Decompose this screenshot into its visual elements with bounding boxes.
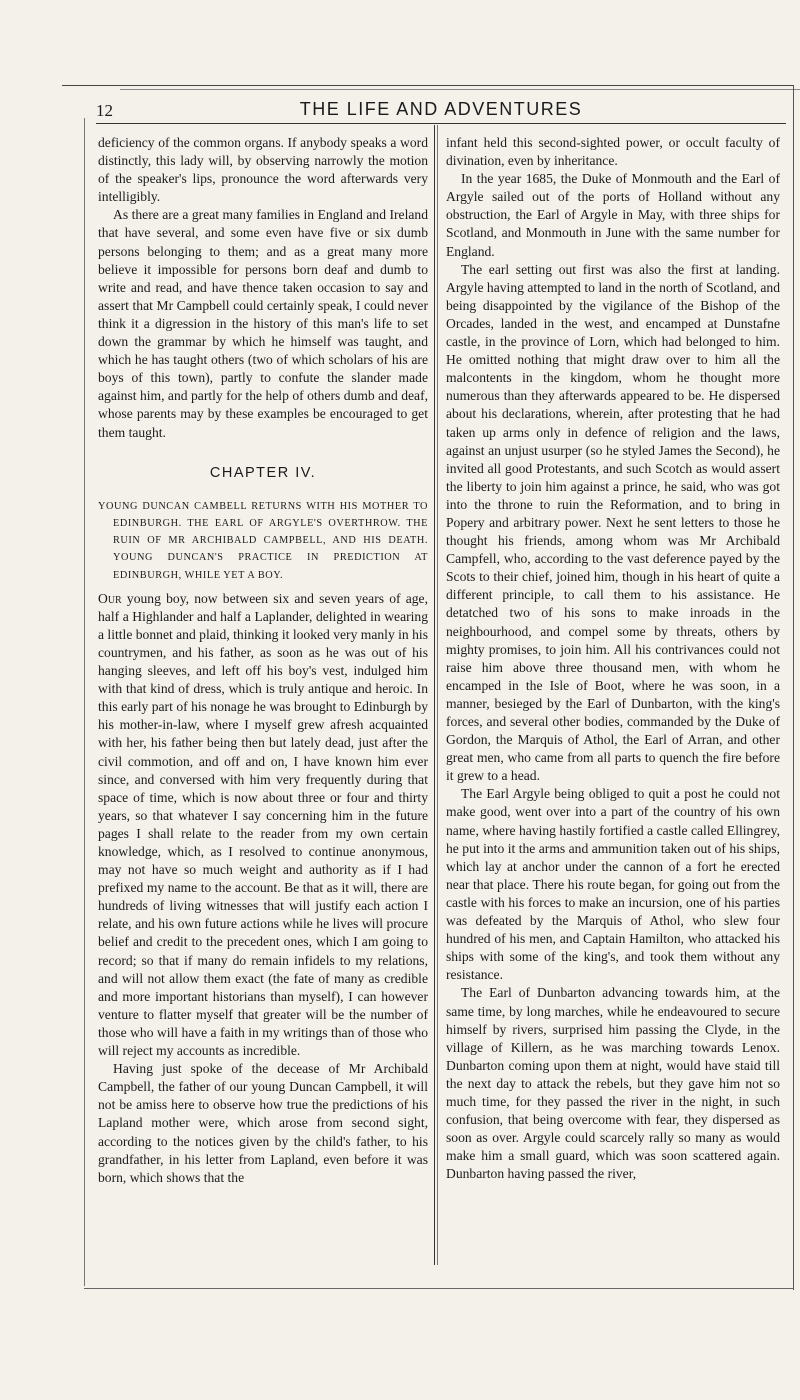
right-column bbox=[446, 134, 780, 1183]
column-divider-secondary bbox=[437, 125, 438, 1265]
running-head bbox=[96, 97, 786, 124]
chapter-heading: CHAPTER IV. bbox=[209, 464, 317, 481]
paragraph: The earl setting out first was also the first at landing. Argyle having attempted to land in the north of Scotland, and being disappointed by the vigilance of the Bishop of the Orcades, landed in the west, and encamped at Dunstafne castle, in the province of Lorn, which had belonged to him. He omitted nothing that might draw over to him all the malcontents in the kingdom, whom he thought more numerous than they afterwards appeared to be. He dispersed about his declarations, wherein, after protesting that he had taken up arms only in defence of religion and the laws, against an unjust usurper (so he styled James the Second), he invited all good Protestants, and such Scotch as would assert the liberty to join him against a prince, he said, who was got into the throne to ruin the Reformation, and to bring in Popery and arbitrary power. Next he sent letters to those he thought his friends, among whom was Mr Archibald Campfell, who, according to the vast deference payed by the Scots to their chief, joined him, though in his heart of quite a different principle, to call them to his assistance. He detatched two of his sons to make inroads in the neighbourhood, and compel some by threats, others by mighty promises, to join him. All his contrivances could not raise him above three thousand men, with whom he encamped in the Isle of Boot, where he was soon, in a manner, besieged by the Earl of Dunbarton, with the king's forces, and several other bodies, commanded by the Duke of Gordon, the Marquis of Athol, the Earl of Arran, and other great men, who came from all parts to quench the fire before it grew to a head. bbox=[446, 261, 780, 784]
top-rule bbox=[62, 85, 794, 86]
frame-right-edge bbox=[793, 85, 794, 1290]
paragraph-continued: infant held this second-sighted power, or occult faculty of divination, even by inheritance. bbox=[446, 135, 780, 169]
paragraph: The Earl of Dunbarton advancing towards him, at the same time, by long marches, while he endeavoured to secure himself by rivers, surprised him passing the Clyde, in the village of Killern, as he was marching towards Lenox. Dunbarton coming upon them at night, would have staid till the next day to attack the rebels, but they gave him not so much time, for they passed the river in the night, in such confusion, that being overcome with fear, they dispersed as soon as over. Argyle could scarcely rally so many as would make him a small guard, which was soon scattered again. Dunbarton having passed the river, bbox=[446, 985, 780, 1182]
paragraph: As there are a great many families in England and Ireland that have several, and some even have five or six dumb persons belonging to them; and as a great many more believe it impossible for persons born deaf and dumb to write and read, and have thence taken occasion to say and assert that Mr Campbell could certainly speak, I could never think it a digression in the history of this man's life to set down the grammar by which he himself was taught, and which he has taught others (two of which scholars of his are boys of this town), partly to confute the slander made against him, and partly for the help of others dumb and deaf, whose parents may by these examples be encouraged to get them taught. bbox=[98, 207, 428, 440]
paragraph: Having just spoke of the decease of Mr Archibald Campbell, the father of our young Duncan Campbell, it will not be amiss here to observe how true the predictions of his Lapland mother were, which arose from second sight, according to the notices given by the child's father, to his grandfather, in his letter from Lapland, even before it was born, which shows that the bbox=[98, 1061, 428, 1185]
top-rule-secondary bbox=[120, 89, 800, 90]
frame-left-edge bbox=[84, 118, 85, 1286]
frame-bottom-edge bbox=[84, 1288, 794, 1289]
running-title: THE LIFE AND ADVENTURES bbox=[299, 99, 583, 119]
chapter-opening-paragraph bbox=[98, 590, 428, 1060]
chapter-summary: YOUNG DUNCAN CAMBELL RETURNS WITH HIS MOTHER TO EDINBURGH. THE EARL OF ARGYLE'S OVERTHROW. THE RUIN OF MR ARCHIBALD CAMPBELL, AND HIS DEATH. YOUNG DUNCAN'S PRACTICE IN PREDICTION AT EDINBURGH, WHILE YET A BOY. bbox=[98, 500, 428, 581]
paragraph: deficiency of the common organs. If anybody speaks a word distinctly, this lady will, by observing narrowly the motion of the speaker's lips, pronounce the word afterwards very intelligibly. bbox=[98, 135, 428, 205]
paragraph: In the year 1685, the Duke of Monmouth and the Earl of Argyle sailed out of the ports of Holland without any obstruction, the Earl of Argyle in May, with three ships for Scotland, and Monmouth in June with the same number for England. bbox=[446, 171, 780, 259]
chapter-opening-word: Our bbox=[98, 590, 122, 606]
page-number: 12 bbox=[96, 101, 113, 120]
column-divider bbox=[434, 125, 435, 1265]
paragraph-text: young boy, now between six and seven years of age, half a Highlander and half a Laplander, delighted in wearing a little bonnet and plaid, thinking it looked very manly in his countrymen, and his father, as soon as he was out of his hanging sleeves, and left off his boy's vest, indulged him with that kind of dress, which is truly antique and heroic. In this early part of his nonage he was brought to Edinburgh by his mother-in-law, where I myself grew afresh acquainted with her, his father being then but lately dead, just after the civil commotion, and off and on, I have known him ever since, and conversed with him very frequently during that space of time, which is now about three or four and thirty years, so that whatever I say concerning him in the future pages I shall relate to the reader from my own certain knowledge, which, as I resolved to continue anonymous, may not have so much weight and authority as if I had prefixed my name to the account. Be that as it will, there are hundreds of living witnesses that will justify each action I relate, and his own future actions while he lives will procure belief and credit to the precedent ones, which I am going to record; so that if many do remain infidels to my relations, and will not allow them exact (the fate of many as credible and more important historians than myself), I can however venture to flatter myself that greater will be the number of those who will have a faith in my writings than of those who will reject my accounts as incredible. bbox=[98, 590, 428, 1059]
paragraph: The Earl Argyle being obliged to quit a post he could not make good, went over into a part of the country of his own name, where having hastily fortified a castle called Ellingrey, he put into it the arms and ammunition taken out of his ships, which lay at anchor under the cannon of a fort he erected near that place. There his route began, for going out from the castle with his forces to make an incursion, one of his parties was defeated by the Marquis of Athol, who slew four hundred of his men, and Captain Hamilton, who attacked his ships with some of the king's, and took them without any resistance. bbox=[446, 786, 780, 983]
left-column bbox=[98, 134, 428, 1187]
